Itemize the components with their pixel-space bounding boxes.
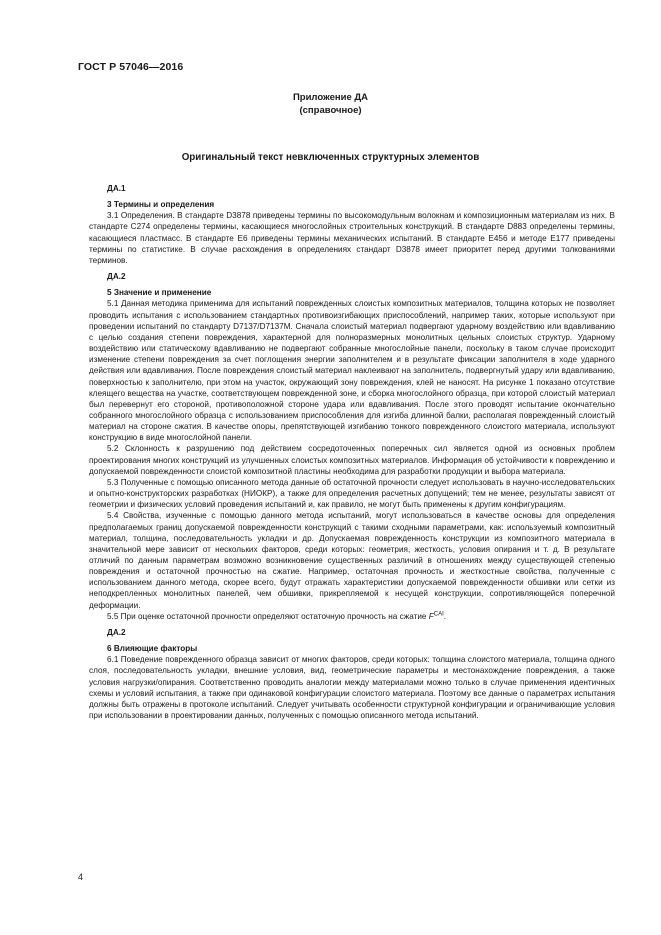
page-number: 4 [78,872,84,882]
section-id: ДА.2 [107,627,126,637]
section-heading: 5 Значение и применение [107,288,212,298]
appendix-title: Приложение ДА [292,92,369,103]
section-id: ДА.1 [107,184,126,193]
paragraph: 6.1 Поведение поврежденного образца зависит от многих факторов, среди которых: толщина слоистого материала, толщина одного слоя, последовательность укладки, внешние условия, вид, геометрические параметры и местонахождение повреждения, а также условия нагрузки/опирания. Соответственно проводить аналогии между материалами можно только в случае применения идентичных схемы и условий испытания, а также при одинаковой конфигурации слоистого материала. Поэтому все данные о параметрах испытания должны быть отражены в протоколе испытаний. Следует учитывать особенности структурной конфигурации и ограничивающие условия при использовании в проектировании данных, полученных с помощью описанного метода испытаний. [89,655,615,721]
appendix-block [0,92,661,117]
paragraph: 5.4 Свойства, изученные с помощью данного метода испытаний, могут использоваться в качестве основы для определения предполагаемых границ допускаемой поврежденности конструкций с такими сходными параметрами, как: используемый композитный материал, толщина, последовательность укладки и др. Допускаемая поврежденность конструкции из композитного материала в значительной мере зависит от нескольких факторов, среди которых: геометрия, жесткость, условия опирания и т. д. В результате отличий по данным параметрам возможно возникновение существенных различий в отношениях между существующей степенью повреждения и остаточной прочностью на сжатие. Например, остаточная прочность и жесткостные свойства, полученные с использованием данного метода, скорее всего, будут отражать характеристики допускаемой поврежденности обшивки или сетки из неподкрепленных монолитных панелей, чем обшивки, прикрепляемой к несущей конструкции, сопротивляющейся поперечной деформации. [89,511,615,610]
paragraph: 5.1 Данная методика применима для испытаний поврежденных слоистых композитных материалов, толщина которых не позволяет проводить испытания с использованием стандартных противоизгибающих приспособлений, например таких, которые используют при проведении испытаний по стандарту D7137/D7137M. Сначала слоистый материал подвергают ударному воздействию или вдавливанию с целью создания степени повреждения, характерной для полноразмерных монолитных цельных слоистых структур. Ударному воздействию или статическому вдавливанию не подвергают собранные многослойные панели, поскольку в таком случае происходит изменение степени повреждения за счет поглощения энергии заполнителем и в результате фиксации заполнителя в ходе ударного действия или вдавливания. После повреждения слоистый материал наклеивают на заполнитель, подвергнутый удару или вдавливанию, поверхностью к заполнителю, при этом на участок, окружающий зону повреждения, клей не наносят. На рисунке 1 показано отсутствие клеящего вещества на участке, соответствующем поврежденной зоне, и сборка многослойного образца, при которой слоистый материал был перевернут его стороной, противоположной стороне удара или вдавливания. После этого проводят испытание окончательно собранного многослойного образца с использованием приспособления для изгиба длинной балки, располагая поврежденный слоистый материал на стороне сжатия. В качестве опоры, препятствующей изгибанию тонкого поврежденного слоистого материала, используют конструкцию в виде многослойной панели. [89,299,615,443]
formula-text: 5.5 При оценке остаточной прочности определяют остаточную прочность на сжатие [107,611,429,621]
document-body [89,183,615,721]
document-title: Оригинальный текст невключенных структурных элементов [181,152,480,163]
formula-superscript: CAI [433,611,444,618]
paragraph-formula [89,611,615,622]
formula-variable: F [428,611,434,621]
appendix-subtitle: (справочное) [299,104,362,116]
standard-header: ГОСТ Р 57046—2016 [78,61,184,73]
paragraph: 5.3 Полученные с помощью описанного метода данные об остаточной прочности следует использовать в научно-исследовательских и опытно-конструкторских разработках (НИОКР), а также для определения расчетных допущений; тем не менее, результаты зависят от геометрии и физических условий проведения испытаний и, как правило, не могут быть применены к другим конфигурациям. [89,477,615,510]
formula-end: . [443,611,447,621]
section-id: ДА.2 [107,272,126,282]
paragraph: 3.1 Определения. В стандарте D3878 приведены термины по высокомодульным волокнам и композиционным материалам из них. В стандарте С274 определены термины, касающиеся многослойных строительных конструкций. В стандарте D883 определены термины, касающиеся пластмасс. В стандарте Е6 приведены термины механических испытаний. В стандарте Е456 и методе Е177 приведены термины по статистике. В случае расхождения в определениях стандарт D3878 имеет приоритет перед другими толкованиями терминов. [89,211,615,265]
section-heading: 3 Термины и определения [107,200,215,210]
section-heading: 6 Влияющие факторы [107,644,198,654]
paragraph: 5.2 Склонность к разрушению под действием сосредоточенных поперечных сил является одной из основных проблем проектирования многих конструкций из улучшенных слоистых композитных материалов. Информация об устойчивости к повреждению и допускаемой поврежденности слоистой композитной пластины необходима для разработки продукции и выбора материала. [89,444,615,476]
